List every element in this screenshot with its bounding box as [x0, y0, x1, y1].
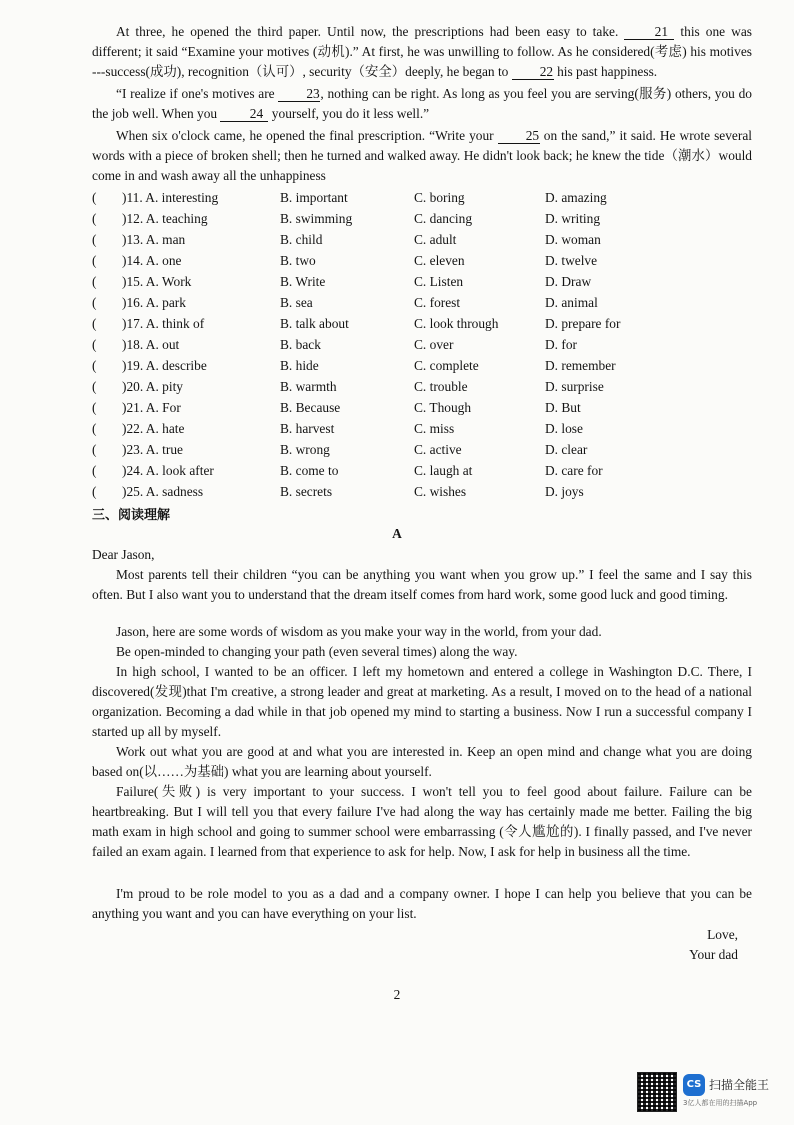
answer-paren: ( [92, 442, 97, 457]
cloze-text: his past happiness. [553, 64, 658, 79]
option-a: )21. A. For [122, 400, 181, 415]
option-a: )16. A. park [122, 295, 186, 310]
option-a: )20. A. pity [122, 379, 184, 394]
question-row [92, 377, 732, 398]
answer-paren: ( [92, 232, 97, 247]
option-a: )25. A. sadness [122, 484, 204, 499]
scanner-slogan: 3亿人都在用的扫描App [683, 1099, 758, 1107]
option-c: C. forest [414, 295, 461, 310]
option-a: )12. A. teaching [122, 211, 208, 226]
option-a: )14. A. one [122, 253, 182, 268]
blank-21: 21 [624, 24, 674, 40]
question-row [92, 272, 732, 293]
option-a: )13. A. man [122, 232, 186, 247]
option-c: C. Though [414, 400, 472, 415]
blank-23: 23 [278, 86, 320, 102]
option-c: C. active [414, 442, 462, 457]
blank-25: 25 [498, 128, 540, 144]
option-d: D. prepare for [545, 316, 621, 331]
option-c: C. eleven [414, 253, 465, 268]
option-d: D. for [545, 337, 577, 352]
option-a: )24. A. look after [122, 463, 214, 478]
cloze-paragraph-3 [92, 126, 752, 186]
letter-closing: Love, [707, 927, 738, 942]
cloze-text: , nothing can be right. As long as you feel you are serving(服务) others, you do the job well. When you [92, 86, 752, 121]
letter-paragraph: In high school, I wanted to be an officer. I left my hometown and entered a college in Washington D.C. There, I discovered(发现)that I'm creative, a strong leader and great at marketing. As a result, I moved on to the head of a national organization. Becoming a dad while in that job opened my mind to starting a business. Now I run a successful company I started up all by myself. [92, 664, 752, 739]
option-b: B. two [280, 253, 316, 268]
option-d: D. woman [545, 232, 601, 247]
answer-paren: ( [92, 253, 97, 268]
option-c: C. complete [414, 358, 479, 373]
option-d: D. amazing [545, 190, 607, 205]
question-row [92, 482, 732, 503]
option-b: B. harvest [280, 421, 335, 436]
question-row [92, 293, 732, 314]
cloze-text: When six o'clock came, he opened the final prescription. “Write your [116, 128, 494, 143]
option-b: B. Write [280, 274, 326, 289]
cloze-text: on the sand,” it said. He wrote several words with a piece of broken shell; then he turned and walked away. He didn't look back; he knew the tide（潮水）would come in and wash away all the unhappiness [92, 128, 752, 183]
option-a: )15. A. Work [122, 274, 192, 289]
question-row [92, 335, 732, 356]
letter-paragraph: Be open-minded to changing your path (even several times) along the way. [116, 644, 518, 659]
letter-signature: Your dad [689, 947, 738, 962]
cloze-text: “I realize if one's motives are [116, 86, 275, 101]
option-d: D. surprise [545, 379, 604, 394]
passage-label: A [392, 526, 402, 541]
option-b: B. secrets [280, 484, 333, 499]
cloze-text: yourself, you do it less well.” [268, 106, 430, 121]
question-row [92, 251, 732, 272]
option-b: B. talk about [280, 316, 349, 331]
option-d: D. remember [545, 358, 616, 373]
letter-paragraph: I'm proud to be role model to you as a dad and a company owner. I hope I can help you believe that you can be anything you want and you can have everything on your list. [92, 886, 752, 921]
option-c: C. over [414, 337, 454, 352]
page-number: 2 [393, 987, 401, 1002]
option-b: B. come to [280, 463, 339, 478]
answer-paren: ( [92, 421, 97, 436]
option-b: B. hide [280, 358, 319, 373]
letter-paragraph: Failure(失败) is very important to your success. I won't tell you to feel good about failure. Failure can be heartbreaking. But I will tell you that every failure I've had along the way has certainly made me better. Failing the big math exam in high school and going to summer school were embarrassing (令人尴尬的). I finally passed, and I've never failed an exam again. I learned from that experience to ask for help. Now, I ask for help in business all the time. [92, 784, 752, 859]
answer-paren: ( [92, 400, 97, 415]
option-a: )18. A. out [122, 337, 180, 352]
answer-paren: ( [92, 463, 97, 478]
option-a: )22. A. hate [122, 421, 185, 436]
scanner-app-name: 扫描全能王 [709, 1078, 770, 1092]
option-d: D. care for [545, 463, 603, 478]
option-d: D. Draw [545, 274, 592, 289]
option-c: C. Listen [414, 274, 464, 289]
answer-paren: ( [92, 295, 97, 310]
option-a: )23. A. true [122, 442, 183, 457]
option-b: B. child [280, 232, 323, 247]
cloze-paragraph-2 [92, 84, 752, 124]
option-c: C. adult [414, 232, 457, 247]
section-title: 三、阅读理解 [92, 508, 171, 523]
option-c: C. trouble [414, 379, 468, 394]
letter-paragraph: Jason, here are some words of wisdom as you make your way in the world, from your dad. [116, 624, 602, 639]
answer-paren: ( [92, 190, 97, 205]
letter-salutation: Dear Jason, [92, 547, 155, 562]
cloze-text: this one was different; it said “Examine your motives (动机).” At first, he was unwilling to follow. As he considered(考虑) his motives ---success(成功), recognition（认可）, security（安全）deeply, he began to [92, 24, 752, 79]
answer-paren: ( [92, 274, 97, 289]
option-b: B. important [280, 190, 348, 205]
question-row [92, 356, 732, 377]
answer-paren: ( [92, 379, 97, 394]
question-row [92, 230, 732, 251]
scanner-watermark [637, 1072, 777, 1112]
question-row [92, 314, 732, 335]
option-b: B. sea [280, 295, 313, 310]
letter-paragraph: Work out what you are good at and what you are interested in. Keep an open mind and change what you are doing based on(以……为基础) what you are learning about yourself. [92, 744, 752, 779]
option-b: B. Because [280, 400, 341, 415]
answer-paren: ( [92, 316, 97, 331]
option-c: C. laugh at [414, 463, 473, 478]
option-c: C. dancing [414, 211, 473, 226]
answer-paren: ( [92, 211, 97, 226]
option-a: )17. A. think of [122, 316, 205, 331]
option-b: B. back [280, 337, 321, 352]
option-a: )11. A. interesting [122, 190, 219, 205]
option-d: D. joys [545, 484, 584, 499]
option-d: D. animal [545, 295, 598, 310]
question-row [92, 419, 732, 440]
blank-22: 22 [512, 64, 554, 80]
cloze-text: At three, he opened the third paper. Until now, the prescriptions had been easy to take. [116, 24, 619, 39]
letter-paragraph: Most parents tell their children “you can be anything you want when you grow up.” I feel the same and I say this often. But I also want you to understand that the dream itself comes from hard work, some good luck and good timing. [92, 567, 752, 602]
option-b: B. swimming [280, 211, 353, 226]
answer-paren: ( [92, 484, 97, 499]
answer-paren: ( [92, 358, 97, 373]
option-b: B. wrong [280, 442, 330, 457]
option-c: C. look through [414, 316, 499, 331]
cloze-paragraph-1 [92, 22, 752, 82]
option-d: D. clear [545, 442, 588, 457]
option-d: D. But [545, 400, 581, 415]
option-d: D. lose [545, 421, 583, 436]
option-c: C. miss [414, 421, 455, 436]
question-row [92, 398, 732, 419]
qr-code-icon [637, 1072, 677, 1112]
question-row [92, 440, 732, 461]
question-row [92, 188, 732, 209]
answer-paren: ( [92, 337, 97, 352]
option-a: )19. A. describe [122, 358, 207, 373]
question-row [92, 461, 732, 482]
option-c: C. boring [414, 190, 465, 205]
option-c: C. wishes [414, 484, 467, 499]
question-row [92, 209, 732, 230]
option-d: D. writing [545, 211, 601, 226]
camscanner-logo-icon: CS [683, 1074, 705, 1096]
option-d: D. twelve [545, 253, 598, 268]
option-b: B. warmth [280, 379, 337, 394]
blank-24: 24 [220, 106, 268, 122]
